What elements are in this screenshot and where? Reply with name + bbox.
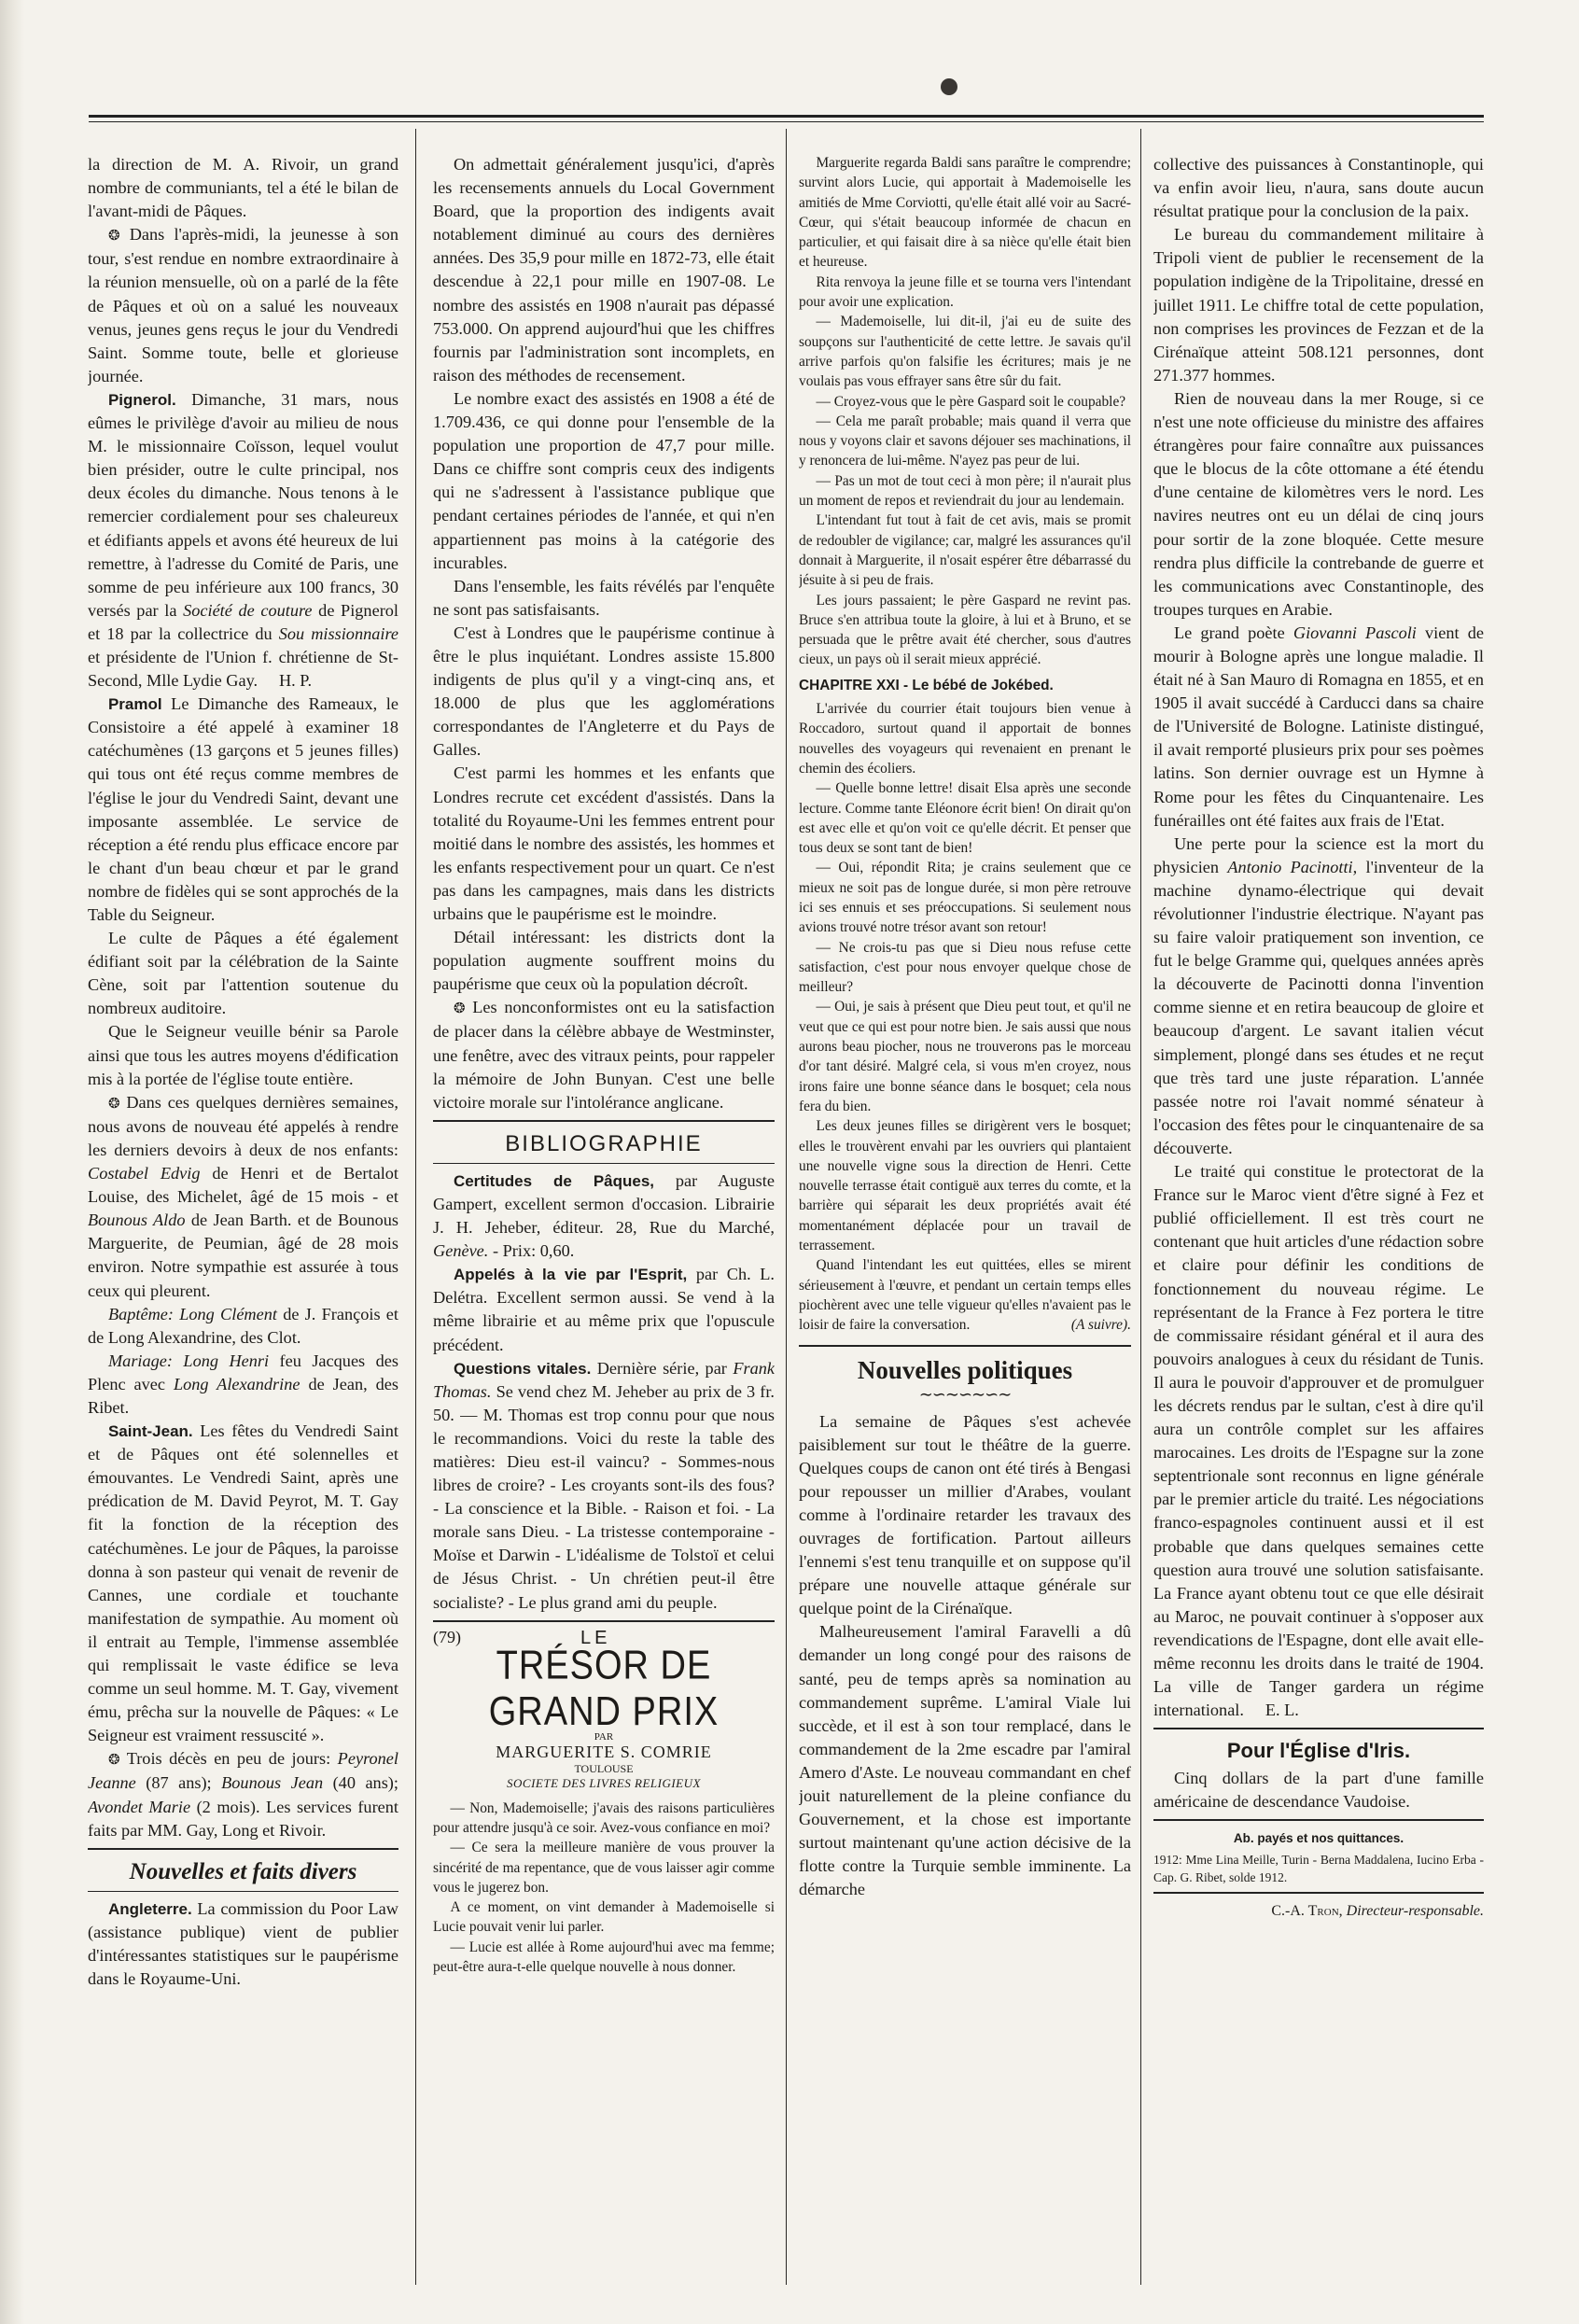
- paragraph: Marguerite regarda Baldi sans paraître le comprendre; survint alors Lucie, qui apportait à Mademoiselle les amitiés de Mme Corviotti, qu'elle était allé voir au Sacré-Cœur, qui s'était beaucoup informée de chacun en particulier, et qui faisait dire à sa nièce qu'elle était bien et heureuse.: [799, 155, 1131, 271]
- page-binding-shadow: [0, 0, 24, 2324]
- bullet-icon: ❂: [453, 1000, 466, 1017]
- top-ornament: [941, 78, 957, 95]
- book-title: Certitudes de Pâques,: [453, 1171, 655, 1190]
- top-rule: [89, 115, 1484, 118]
- column-3: [799, 153, 1131, 2290]
- paragraph: C'est à Londres que le paupérisme continue à être le plus inquiétant. Londres assiste 15.800 indigents de plus qu'il y a vingt-cinq ans, et 18.000 de plus que les agglomérations correspondantes de l'Angleterre et du Pays de Galles.: [433, 623, 775, 760]
- paragraph: Le culte de Pâques a été également édifiant soit par la célébration de la Sainte Cène, soit par l'attention soutenue du nombreux auditoire.: [88, 929, 398, 1018]
- paragraph: collective des puissances à Constantinople, qui va enfin avoir lieu, n'aura, sans doute aucun résultat pratique pour la conclusion de la paix.: [1153, 155, 1484, 221]
- section-title: Nouvelles et faits divers: [129, 1858, 357, 1884]
- paragraph: — Quelle bonne lettre! disait Elsa après une seconde lecture. Comme tante Eléonore écrit bien! On dirait qu'on est avec elle et qu'on voit ce qu'elle décrit. Et penser que tous deux se sont tant de bien!: [799, 780, 1131, 857]
- town-name: Saint-Jean.: [107, 1422, 193, 1441]
- bullet-icon: ❂: [107, 227, 120, 245]
- paragraph-text: de Jean, des Ribet.: [88, 1374, 398, 1417]
- paragraph-text: Les nonconformistes ont eu la satisfaction de placer dans la célèbre abbaye de Westminster, une fenêtre, avec des vitraux peints, pour rappeler la mémoire de John Bunyan. C'est une belle victoire morale sur l'intolérance anglicane.: [433, 998, 775, 1112]
- paragraph: — Ne crois-tu pas que si Dieu nous refuse cette satisfaction, c'est pour nous envoyer quelque chose de meilleur?: [799, 939, 1131, 996]
- country-name: Angleterre.: [107, 1899, 192, 1918]
- paragraph-text: La commission du Poor Law (assistance publique) vient de publier d'intéressantes statistiques sur le paupérisme dans le Royaume-Uni.: [88, 1898, 398, 1989]
- paragraph-text: (40 ans);: [332, 1773, 398, 1793]
- signature: E. L.: [1265, 1701, 1299, 1720]
- paragraph: [88, 1350, 398, 1420]
- column-1: [88, 153, 398, 2290]
- paragraph: — Lucie est allée à Rome aujourd'hui avec ma femme; peut-être aura-t-elle quelque nouvelle à nous donner.: [433, 1939, 775, 1975]
- paragraph-angleterre: [88, 1897, 398, 1991]
- paragraph-text: Dans ces quelques dernières semaines, nous avons de nouveau été appelés à rendre les derniers devoirs à deux de nos enfants:: [88, 1092, 398, 1159]
- paragraph-text: par Ch. L. Delétra. Excellent sermon aussi. Se vend à la même librairie et au même prix que l'opuscule précédent.: [433, 1265, 775, 1354]
- bibliography-entry: [433, 1263, 775, 1356]
- paragraph: — Oui, répondit Rita; je crains seulement que ce mieux ne soit pas de longue durée, si mon père retrouve ici ses ennuis et ses préoccupations. Si seulement nous avions trouvé notre trésor avant son retour!: [799, 860, 1131, 936]
- paragraph: C'est parmi les hommes et les enfants que Londres recrute cet excédent d'assistés. Dans la totalité du Royaume-Uni les femmes entrent pour moitié dans le nombre des assistés, les hommes et les enfants respectivement pour un quart. Ce n'est pas dans les campagnes, mais dans les districts urbains que le paupérisme est le moindre.: [433, 763, 775, 923]
- paragraph: [799, 1255, 1131, 1335]
- to-be-continued: (A suivre).: [1070, 1317, 1131, 1334]
- paragraph: A ce moment, on vint demander à Mademoiselle si Lucie pouvait venir lui parler.: [433, 1899, 775, 1936]
- paragraph: Dans l'ensemble, les faits révélés par l'enquête ne sont pas satisfaisants.: [433, 576, 775, 619]
- paragraph: [1153, 833, 1484, 1160]
- paragraph: [88, 1747, 398, 1841]
- section-rule: [433, 1163, 775, 1164]
- paragraph-text: Dimanche, 31 mars, nous eûmes le privilège d'avoir au milieu de nous M. le missionnaire Coïsson, lequel voulut bien présider, outre le culte principal, nos deux écoles du dimanche. Nous tenons à le remercier cordialement pour ses chaleureux et édifiants appels et avons été heureux de lui remettre, à l'adresse du Comité de Paris, une somme de peu inférieure aux 100 francs, 30 versés par la: [88, 389, 398, 620]
- paragraph: [88, 1303, 398, 1350]
- italic-text: Sou missionnaire: [278, 623, 398, 643]
- paragraph: Le nombre exact des assistés en 1908 a été de 1.709.436, ce qui donne pour l'ensemble de la population une proportion de 47,7 pour mille. Dans ce chiffre sont compris ceux des indigents qui ne s'adressent à l'assistance publique que pendant certaines périodes de l'année, et qui n'en appartiennent pas moins à la catégorie des incurables.: [433, 388, 775, 572]
- paragraph-text: de Henri et de Bertalot Louise, des Michelet, âgé de 15 mois - et: [88, 1164, 398, 1207]
- paragraph: Cinq dollars de la part d'une famille américaine de descendance Vaudoise.: [1153, 1769, 1484, 1812]
- paragraph-text: (2 mois). Les services furent faits par MM. Gay, Long et Rivoir.: [88, 1797, 398, 1840]
- paragraph-text: Dans l'après-midi, la jeunesse à son tour, s'est rendue en nombre extraordinaire à la réunion mensuelle, où on a parlé de la fête de Pâques et où on a salué les nouveaux venus, jeunes gens reçus le jour du Vendredi Saint. Somme toute, belle et glorieuse journée.: [88, 225, 398, 385]
- paragraph: L'intendant fut tout à fait de cet avis, mais se promit de redoubler de vigilance; car, malgré les assurances qu'il donnait à Marguerite, il n'osait espérer être débarrassé du jésuite à si peu de frais.: [799, 512, 1131, 589]
- feuilleton-number: (79): [433, 1627, 461, 1646]
- paragraph-text: Le Dimanche des Rameaux, le Consistoire a été appelé à examiner 18 catéchumènes (13 garçons et 5 jeunes filles) qui tous ont été reçus comme membres de l'église le jour du Vendredi Saint, devant une imposante assemblée. Le service de réception a été rendu plus efficace encore par le chant d'un beau chœur et par le grand nombre de fidèles qui se sont approchés de la Table du Seigneur.: [88, 694, 398, 924]
- town-name: Pramol: [107, 695, 162, 714]
- section-rule: [88, 1848, 398, 1850]
- paragraph: [1153, 1160, 1484, 1722]
- subscriptions-text: 1912: Mme Lina Meille, Turin - Berna Maddalena, Iucino Erba - Cap. G. Ribet, solde 1912.: [1153, 1852, 1484, 1884]
- italic-text: Société de couture: [183, 600, 313, 620]
- column-divider: [786, 129, 787, 2285]
- italic-text: Long Alexandrine: [173, 1374, 300, 1393]
- director-line: [1153, 1899, 1484, 1923]
- bibliography-entry: [433, 1169, 775, 1263]
- decorative-flourish: ∼∽∼∽∼∽∼: [918, 1384, 1012, 1404]
- column-divider: [1140, 129, 1141, 2285]
- section-title: Nouvelles politiques: [857, 1355, 1073, 1384]
- paragraph: Les jours passaient; le père Gaspard ne revint pas. Bruce s'en attribua toute la gloire, à lui et à Bruno, et se persuada que le prêtre avait été chercher, sous d'autres cieux, un pays où il serait mieux apprécié.: [799, 592, 1131, 668]
- paragraph: La semaine de Pâques s'est achevée paisiblement sur tout le théâtre de la guerre. Quelques coups de canon ont été tirés à Bengasi pour repousser un millier d'Arabes, voulant comme à l'ordinaire retarder les travaux des ouvrages de fortification. Partout ailleurs l'ennemi s'est tenu tranquille et on suppose qu'il prépare une nouvelle attaque générale sur quelque point de la Cirénaïque.: [799, 1411, 1131, 1618]
- town-name: Pignerol.: [107, 390, 176, 409]
- italic-text: Peyronel Jeanne: [88, 1749, 398, 1793]
- paragraph-text: Une perte pour la science est la mort du physicien: [1153, 833, 1484, 876]
- paragraph-text: Les fêtes du Vendredi Saint et de Pâques ont été solennelles et émouvantes. Le Vendredi Saint, après une prédication de M. David Peyrot, M. T. Gay fit la fonction de la réception des catéchumènes. Le jour de Pâques, la paroisse donna à son pasteur qui venait de revenir de Cannes, une cordiale et touchante manifestation de sympathie. Au moment où il entrait au Temple, l'immense assemblée qui remplissait le vaste édifice se leva comme un seul homme. M. T. Gay, vivement ému, prêcha sur la nouvelle de Pâques: « Le Seigneur est vraiment ressuscité ».: [88, 1421, 398, 1745]
- section-rule: [1153, 1728, 1484, 1729]
- column-2: [433, 153, 775, 2290]
- column-4: [1153, 153, 1484, 2290]
- section-rule: [433, 1120, 775, 1122]
- paragraph-saint-jean: [88, 1420, 398, 1747]
- paragraph: — Non, Mademoiselle; j'avais des raisons particulières pour attendre jusqu'à ce soir. Avez-vous confiance en moi?: [433, 1799, 775, 1836]
- paragraph: [88, 223, 398, 388]
- bullet-icon: ❂: [107, 1094, 120, 1112]
- paragraph: la direction de M. A. Rivoir, un grand nombre de communiants, tel a été le bilan de l'avant-midi de Pâques.: [88, 155, 398, 221]
- section-title: Pour l'Église d'Iris.: [1226, 1739, 1411, 1763]
- paragraph-text: par Auguste Gampert, excellent sermon d'occasion. Librairie J. H. Jeheber, éditeur. 28, Rue du Marché,: [433, 1170, 775, 1238]
- section-title: BIBLIOGRAPHIE: [505, 1130, 703, 1156]
- signature: H. P.: [278, 671, 313, 691]
- paragraph: — Cela me paraît probable; mais quand il verra que nous y voyons clair et savons déjouer ses machinations, il y renoncera de lui-même. N'ayez pas peur de lui.: [799, 413, 1131, 469]
- paragraph-text: de Pignerol et 18 par la collectrice du: [88, 600, 398, 643]
- paragraph: Que le Seigneur veuille bénir sa Parole ainsi que tous les autres moyens d'édification mis à la portée de l'église toute entière.: [88, 1022, 398, 1088]
- paragraph-text: et présidente de l'Union f. chrétienne de St-Second, Mlle Lydie Gay.: [88, 647, 398, 691]
- paragraph-text: Quand l'intendant les eut quittées, elles se mirent sérieusement à l'œuvre, et pendant un certain temps elles piochèrent avec une telle vigueur qu'elles n'avaient pas le loisir de faire la conversation.: [799, 1257, 1131, 1334]
- italic-text: Giovanni Pascoli: [1293, 623, 1417, 642]
- paragraph-text: de J. François et de Long Alexandrine, des Clot.: [88, 1304, 398, 1347]
- bibliography-entry: [433, 1357, 775, 1615]
- paragraph: Rita renvoya la jeune fille et se tourna vers l'intendant pour avoir une explication.: [799, 273, 1131, 311]
- feuilleton-publisher: SOCIETE DES LIVRES RELIGIEUX: [507, 1775, 701, 1790]
- paragraph-text: Le grand poète: [1173, 623, 1285, 642]
- paragraph: Les deux jeunes filles se dirigèrent vers le bosquet; elles le trouvèrent envahi par les ouvriers qui plantaient une nouvelle vigne sous la direction de Henri. Cette nouvelle terrasse était contiguë aux terres du comte, et la barrière qui séparait les deux propriétés avait été momentanément déplacée pour un travail de terrassement.: [799, 1118, 1131, 1254]
- italic-text: Bounous Aldo: [88, 1211, 186, 1230]
- paragraph: Détail intéressant: les districts dont la population augmente souffrent moins du paupérisme que ceux où la population décroît.: [433, 928, 775, 994]
- top-rule-thin: [89, 121, 1484, 122]
- italic-text: Baptême: Long Clément: [107, 1304, 277, 1323]
- subscriptions-title: Ab. payés et nos quittances.: [1233, 1831, 1404, 1846]
- paragraph-pramol: [88, 693, 398, 927]
- paragraph-text: feu Jacques des Plenc avec: [88, 1351, 398, 1393]
- feuilleton-text: [433, 1799, 775, 1978]
- paragraph-pignerol: [88, 388, 398, 693]
- paragraph: [433, 996, 775, 1113]
- paragraph: On admettait généralement jusqu'ici, d'après les recensements annuels du Local Government Board, que la proportion des indigents avait notablement diminué au cours des dernières années. Des 35,9 pour mille en 1872-73, elle était descendue à 22,1 pour mille en 1907-08. Le nombre des assistés en 1908 n'aurait pas dépassé 753.000. On apprend aujourd'hui que les chiffres fournis par l'administration sont incomplets, en raison des méthodes de recensement.: [433, 155, 775, 385]
- paragraph: Le bureau du commandement militaire à Tripoli vient de publier le recensement de la population indigène de la Tripolitaine, dressé en juillet 1911. Le chiffre total de cette population, non comprises les provinces de Fezzan et de la Cirénaïque atteint 508.121 personnes, dont 271.377 hommes.: [1153, 225, 1484, 385]
- feuilleton-par: PAR: [594, 1730, 614, 1743]
- feuilleton-author: MARGUERITE S. COMRIE: [496, 1742, 712, 1761]
- section-rule: [1153, 1892, 1484, 1894]
- paragraph: — Ce sera la meilleure manière de vous prouver la sincérité de ma repentance, que de vous laisser agir comme vous le jugerez bon.: [433, 1840, 775, 1896]
- paragraph: L'arrivée du courrier était toujours bien venue à Roccadoro, surtout quand il apportait de bonnes nouvelles des voyageurs qui revenaient en prenant le chemin des écoliers.: [799, 701, 1131, 777]
- paragraph: Malheureusement l'amiral Faravelli a dû demander un long congé pour des raisons de santé, peu de temps après sa nomination au commandement suprême. L'amiral Viale lui succède, et il est à son tour remplacé, dans le commandement de la 2me escadre par l'amiral Amero d'Aste. Le nouveau commandant en chef jouit naturellement de la pleine confiance du Gouvernement, et la chose est importante surtout maintenant qu'une action décisive de la flotte contre la Turquie semble imminente. La démarche: [799, 1622, 1131, 1899]
- director-role: Directeur-responsable.: [1346, 1902, 1484, 1919]
- section-rule: [1153, 1819, 1484, 1821]
- paragraph: — Croyez-vous que le père Gaspard soit le coupable?: [816, 393, 1126, 410]
- paragraph-text: l'inventeur de la machine dynamo-électrique qui devait révolutionner l'industrie électrique. N'ayant pas su faire valoir pratiquement son invention, ce fut le belge Gramme qui, quelques années après la découverte de Pacinotti donna l'invention comme sienne et en retira beaucoup de gloire et beaucoup d'argent. Le savant italien vécut simplement, plongé dans ses études et ne reçut que très tard une juste réparation. L'année passée notre roi l'avait nommé sénateur à l'occasion des fêtes pour le cinquantenaire de sa découverte.: [1153, 857, 1484, 1157]
- feuilleton-article: LE: [580, 1627, 611, 1648]
- italic-text: Genève.: [433, 1241, 489, 1261]
- italic-text: Bounous Jean: [221, 1773, 324, 1793]
- paragraph: — Mademoiselle, lui dit-il, j'ai eu de suite des soupçons sur l'authenticité de cette lettre. Je savais qu'il arrive parfois qu'on falsifie les écritures; mais je ne voulais pas vous effrayer sans être sûr du fait.: [799, 314, 1131, 390]
- paragraph-text: vient de mourir à Bologne après une longue maladie. Il était né à San Mauro di Romagna en 1855, et en 1905 il avait succédé à Carducci dans sa chaire de l'Université de Bologne. Latiniste distingué, il avait remporté plusieurs prix pour ses poèmes latins. Son dernier ouvrage est un Hymne à Rome pour les fêtes du Cinquantenaire. Les funérailles ont été faites aux frais de l'Etat.: [1153, 623, 1484, 830]
- paragraph-text: Dernière série, par: [596, 1358, 727, 1378]
- paragraph-text: - Prix: 0,60.: [492, 1241, 575, 1261]
- book-title: Questions vitales.: [453, 1359, 592, 1378]
- feuilleton-title: TRÉSOR DE GRAND PRIX: [488, 1643, 720, 1734]
- paragraph: — Oui, je sais à présent que Dieu peut tout, et qu'il ne veut que ce qui est pour notre bien. Je sais aussi que nous aurons beau piocher, nous ne trouverons pas le morceau d'or tant désiré. Malgré cela, si vous m'en croyez, nous irons faire une bonne séance dans le bosquet; cela nous fera du bien.: [799, 999, 1131, 1114]
- paragraph-text: Se vend chez M. Jeheber au prix de 3 fr. 50. — M. Thomas est trop connu pour que nous le recommandions. Voici du reste la table des matières: Dieu est-il vaincu? - Sommes-nous libres de croire? - Les croyants sont-ils des fous? - La conscience et la Bible. - Raison et foi. - La morale sans Dieu. - La tristesse contemporaine - Moïse et Darwin - L'idéalisme de Tolstoï et celui de Jésus Christ. - Un chrétien peut-il être socialiste? - Le plus grand ami du peuple.: [433, 1381, 775, 1612]
- section-rule: [88, 1891, 398, 1892]
- book-title: Appelés à la vie par l'Esprit,: [453, 1266, 688, 1284]
- director-name: C.-A. Tron,: [1271, 1902, 1343, 1919]
- italic-text: Frank Thomas.: [433, 1358, 775, 1401]
- paragraph: — Pas un mot de tout ceci à mon père; il n'aurait plus un moment de repos et reviendrait du jour au lendemain.: [799, 472, 1131, 510]
- italic-text: Antonio Pacinotti,: [1227, 857, 1358, 876]
- chapter-title: CHAPITRE XXI - Le bébé de Jokébed.: [799, 677, 1054, 693]
- italic-text: Mariage: Long Henri: [107, 1351, 270, 1370]
- italic-text: Costabel Edvig: [88, 1164, 201, 1183]
- paragraph: [88, 1091, 398, 1303]
- paragraph: [1153, 622, 1484, 833]
- bullet-icon: ❂: [107, 1751, 120, 1769]
- column-divider: [415, 129, 416, 2285]
- paragraph: Rien de nouveau dans la mer Rouge, si ce n'est une note officieuse du ministre des affaires étrangères pour faire connaître aux puissances que le blocus de la côte ottomane a été étendu d'une centaine de kilomètres vers le nord. Les navires neutres ont eu un délai de cinq jours pour sortir de la zone bloquée. Cette mesure rendra plus difficile la contrebande de guerre et les communications avec Constantinople, des troupes turques en Arabie.: [1153, 388, 1484, 619]
- paragraph-text: de Jean Barth. et de Bounous Marguerite, de Peumian, âgé de 28 mois environ. Notre sympathie est assurée à tous ceux qui pleurent.: [88, 1211, 398, 1300]
- section-rule: [433, 1620, 775, 1622]
- paragraph-text: (87 ans);: [146, 1773, 212, 1793]
- section-rule: [799, 1345, 1131, 1347]
- paragraph-text: Trois décès en peu de jours:: [126, 1749, 331, 1769]
- feuilleton-city: TOULOUSE: [574, 1761, 634, 1775]
- italic-text: Avondet Marie: [88, 1797, 191, 1816]
- paragraph-text: Le traité qui constitue le protectorat de la France sur le Maroc vient d'être signé à Fez et publié officiellement. Il est très court ne contenant que huit articles d'une rédaction sobre et claire pour définir les conditions de fonctionnement du nouveau régime. Le représentant de la France à Fez portera le titre de commissaire résidant général et il aura des pouvoirs analogues à ceux du résidant de Tunis. Il aura le pouvoir d'approuver et de promulguer les décrets rendus par le sultan, c'est à dire qu'il aura un contrôle complet sur les affaires marocaines. Les droits de l'Espagne sur la zone septentrionale sont reconnus en ligne générale par le premier article du traité. Les négociations franco-espagnoles continuent aussi et il est probable que dans quelques semaines cette question aura trouvé une solution satisfaisante. La France ayant obtenu tout ce que elle désirait au Maroc, ne pouvait continuer à s'opposer aux revendications de l'Espagne, dont elle avait elle-même reconnu les droits dans le traité de 1904. La ville de Tanger gardera un régime international.: [1153, 1162, 1484, 1720]
